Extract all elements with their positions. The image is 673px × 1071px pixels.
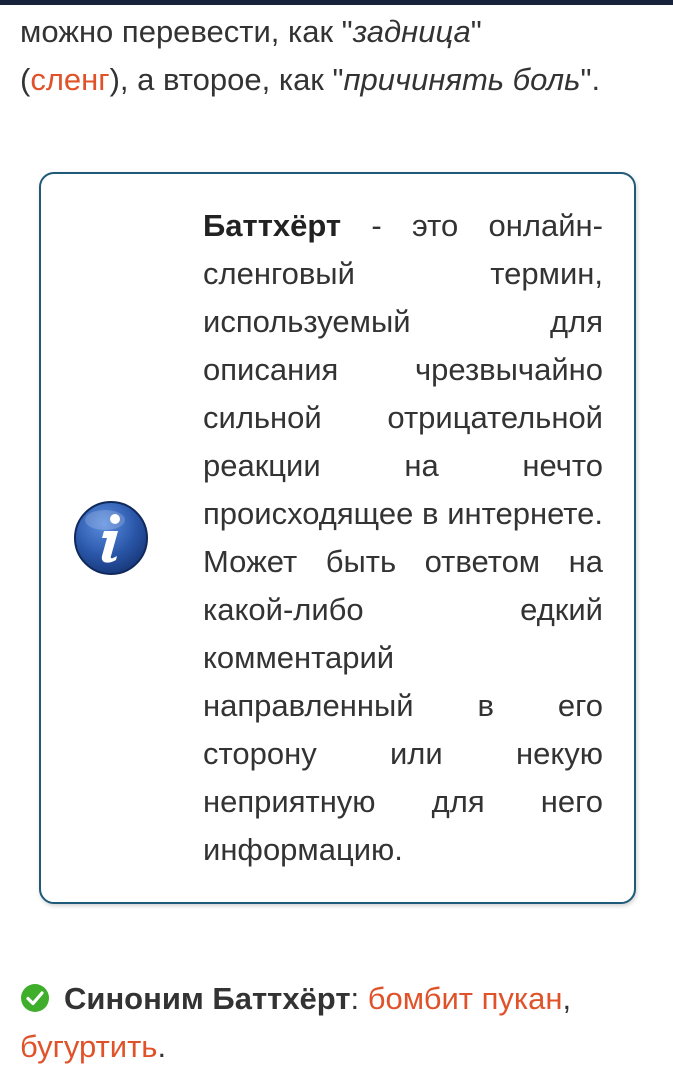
synonyms-line	[20, 975, 660, 1071]
intro-text: ".	[580, 62, 601, 97]
intro-term-1: задница	[352, 14, 471, 49]
synonyms-colon: :	[350, 981, 368, 1016]
intro-text: (	[20, 62, 31, 97]
synonym-link-2[interactable]: бугуртить	[20, 1029, 158, 1064]
synonyms-separator: ,	[562, 981, 572, 1016]
info-box	[39, 172, 636, 904]
top-bar	[0, 0, 673, 5]
intro-text: "	[470, 14, 482, 49]
synonyms-end: .	[157, 1029, 167, 1064]
info-definition-text: - это онлайн-сленговый термин, используемый для описания чрезвычайно сильной отрицательной реакции на нечто происходящее в интернете. Может быть ответом на какой-либо едкий комментарий направленный в его сторону или некую неприятную для него информацию.	[203, 208, 603, 867]
info-definition	[203, 202, 603, 874]
info-term: Баттхёрт	[203, 208, 342, 243]
synonyms-label: Синоним Баттхёрт	[64, 981, 351, 1016]
synonym-link-1[interactable]: бомбит пукан	[367, 981, 563, 1016]
check-circle-icon	[20, 983, 50, 1013]
slang-link[interactable]: сленг	[30, 62, 110, 97]
info-icon	[73, 500, 149, 576]
intro-text: ), а второе, как "	[109, 62, 344, 97]
intro-term-2: причинять боль	[343, 62, 581, 97]
intro-paragraph	[20, 8, 660, 104]
intro-text: можно перевести, как "	[20, 14, 353, 49]
